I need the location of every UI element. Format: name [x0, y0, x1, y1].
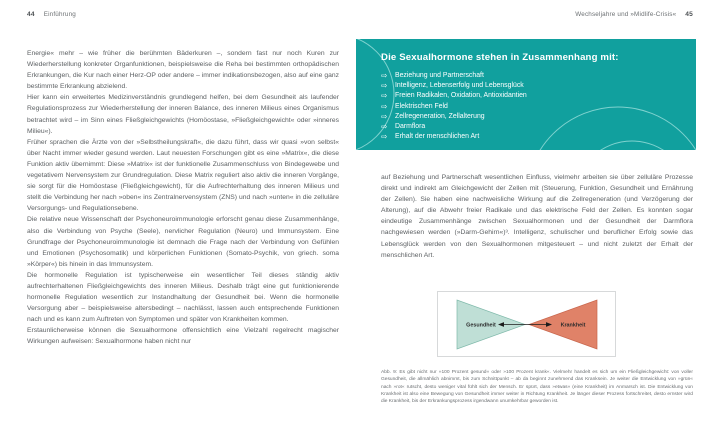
callout-list-item-label: Elektrischen Feld — [395, 102, 448, 110]
callout-box — [356, 39, 696, 150]
callout-list-item-label: Freien Radikalen, Oxidation, Antioxidantien — [395, 92, 527, 100]
paragraph: Früher sprachen die Ärzte von der »Selbstheilungskraft«, die dazu führt, dass wir quasi »von selbst« über Nacht immer wieder gesund werden. Laut neuesten Forschungen gibt es eine »Matrix«, die diese Funktion aktiv übernimmt: Diese »Matrix« ist der funktionelle Zusammenschluss von Bindegewebe und vegetativem Nervensystem zur Grundregulation. Diese Matrix reguliert also aktiv die inneren Vorgänge, sie sorgt für die Homöostase (Fließgleichgewicht), für die Aufrechterhaltung des inneren Milieus und stellt die Verbindung her nach »oben« ins Zentralnervensystem (ZNS) und nach »unten« in die zelluläre Versorgungs- und Regulationsebene. — [27, 138, 339, 213]
callout-list-item — [381, 112, 696, 122]
callout-list-item — [381, 122, 696, 132]
health-label: Gesundheit — [466, 322, 496, 329]
folio-left: 44 — [27, 11, 35, 18]
running-head-left-title: Einführung — [43, 11, 76, 18]
callout-list-item-label: Beziehung und Partnerschaft — [395, 72, 484, 79]
right-text-column — [381, 172, 693, 261]
callout-list-item — [381, 91, 696, 101]
figure-caption-text: Es gibt nicht nur »100 Prozent gesund« oder »100 Prozent krank«. Vielmehr handelt es sich um ein Fließgleichgewicht: von voller Gesundheit, die allmählich abnimmt, bis zum Schnittpunkt – ab da beginnt zunehmend das Kranksein. Je weiter die Entwicklung von »grün« nach »rot« rutscht, desto weniger vital fühlt sich der Mensch. Er spürt, dass »etwas« (eine Krankheit) im Anmarsch ist. Die Entwicklung von Krankheit ist also eine Bewegung von Gesundheit immer weiter in Richtung Krankheit. Je länger dieser Prozess fortschreitet, desto ernster wird die Krankheit, bis der Erkrankungsprozess irgendwann unumkehrbar geworden ist. — [381, 370, 693, 405]
running-head-right-title: Wechseljahre und »Midlife-Crisis« — [575, 11, 677, 18]
paragraph: Energie« mehr – wie früher die berühmten Bäderkuren –, sondern fast nur noch Kuren zur Wiederherstellung konkreter Organfunktionen, beispielsweise die Reha bei bestimmten orthopädischen Erkrankungen, die Kur nach einer Herz-OP oder andere – immer indikationsbezogen, also auf eine ganz bestimmte Erkrankung abzielend. — [27, 50, 339, 91]
callout-list — [381, 71, 696, 142]
callout-list-item-label: Erhalt der menschlichen Art — [395, 133, 480, 141]
arrow-right-icon: ⇨ — [381, 122, 388, 132]
callout-list-item — [381, 132, 696, 142]
paragraph: Erstaunlicherweise können die Sexualhormone offensichtlich eine Vielzahl regelrecht magischer Wirkungen aufweisen: Sexualhormone haben nicht nur — [27, 327, 339, 346]
callout-list-item — [381, 102, 696, 112]
figure-caption-number: Abb. 9: — [381, 370, 398, 375]
arrow-right-icon: ⇨ — [381, 132, 388, 142]
arrow-right-icon: ⇨ — [381, 81, 388, 91]
running-head-right — [575, 11, 693, 23]
illness-label: Krankheit — [560, 322, 586, 329]
arrow-right-icon: ⇨ — [381, 111, 388, 121]
figure-caption — [381, 369, 693, 406]
paragraph: Die relative neue Wissenschaft der Psychoneuroimmunologie erforscht genau diese Zusammenhänge, also die Verbindung von Psyche (Seele), nervlicher Regulation (Neuro) und Immunsystem. Eine Grundfrage der Psychoneuroimmunologie ist demnach die Frage nach der Verbindung von Gefühlen und Emotionen (Psychosomatik) und körperlichen Funktionen (Somato-Psychik, von griech. soma »Körper«) bis hinein in das Immunsystem. — [27, 216, 339, 268]
paragraph: Die hormonelle Regulation ist typischerweise ein wesentlicher Teil dieses ständig aktiv aufrechterhaltenen Fließgleichgewichts des inneren Milieus. Deshalb trägt eine gut funktionierende hormonelle Regulation wesentlich zur Instandhaltung der Gesundheit bei. Wenn die hormonelle Versorgung aber – beispielsweise altersbedingt – nachlässt, lassen auch entsprechende Funktionen nach und es kann zum Auftreten von Symptomen und später von Krankheiten kommen. — [27, 271, 339, 324]
callout-list-item — [381, 71, 696, 81]
figure-health-illness-diagram — [437, 291, 616, 357]
arrow-right-icon: ⇨ — [381, 91, 388, 101]
arrow-right-icon: ⇨ — [381, 71, 388, 80]
callout-title: Die Sexualhormone stehen in Zusammenhang mit: — [381, 52, 619, 63]
arrow-right-icon: ⇨ — [381, 101, 388, 111]
running-head-left — [27, 11, 76, 23]
folio-right: 45 — [685, 11, 693, 18]
callout-list-item-label: Darmflora — [395, 123, 426, 131]
paragraph: Hier kann ein erweitertes Medizinverständnis grundlegend helfen, bei dem Gesundheit als laufender Regulationsprozess zur Wiederherstellung der inneren Balance, des inneren Milieus eines Organismus betrachtet wird – im Sinn eines Fließgleichgewichts (Homöostase, »Fließgleichgewicht« oder »inneres Milieu«). — [27, 94, 339, 135]
callout-list-item-label: Intelligenz, Lebenserfolg und Lebensglück — [395, 82, 524, 90]
bowtie-diagram — [438, 292, 616, 357]
left-text-column — [27, 48, 339, 348]
paragraph: auf Beziehung und Partnerschaft wesentlichen Einfluss, vielmehr arbeiten sie über zelluläre Prozesse direkt und indirekt am Gleichgewicht der Zellen mit (Steuerung, Funktion, Gesundheit und Ernährung der Zellen). Sie haben eine nachweisliche Wirkung auf die Zellregeneration (und Verzögerung der Alterung), auf die Abwehr freier Radikale und das elektrische Feld der Zellen. Es konnten sogar eindeutige Zusammenhänge zwischen Sexualhormonen und der Gesundheit der Darmflora nachgewiesen werden (»Darm-Gehirn«)³. Intelligenz, schulischer und beruflicher Erfolg sowie das Lebensglück werden von den Sexualhormonen mitgesteuert – und nicht zuletzt der Erhalt der menschlichen Art. — [381, 174, 693, 259]
callout-list-item — [381, 81, 696, 91]
callout-list-item-label: Zellregeneration, Zellalterung — [395, 112, 485, 120]
